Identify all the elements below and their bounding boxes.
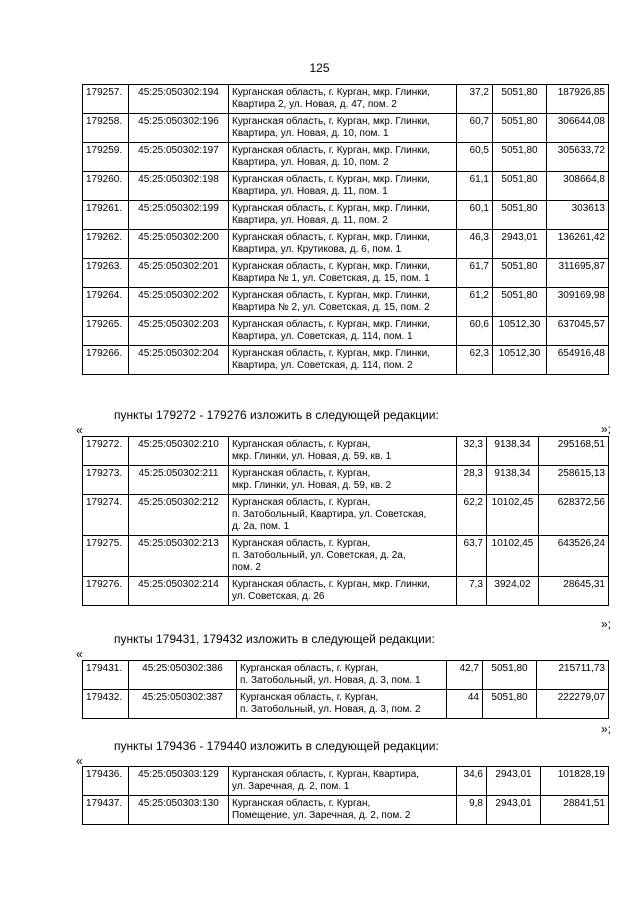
address-line: Помещение, ул. Заречная, д. 2, пом. 2	[232, 810, 411, 821]
closing-quote-1: »;	[600, 422, 611, 436]
area-cell: 60,6	[457, 317, 493, 346]
rate-cell: 5051,80	[493, 85, 547, 114]
table-row	[83, 796, 609, 825]
area-cell: 42,7	[447, 661, 483, 690]
cadastral-number-cell: 45:25:050302:210	[129, 437, 229, 466]
rate-cell: 10512,30	[493, 346, 547, 375]
closing-quote-3: »;	[600, 722, 611, 736]
address-line: Курганская область, г. Курган, мкр. Глинки,	[232, 319, 430, 330]
address-line: п. Затобольный, ул. Новая, д. 3, пом. 2	[240, 704, 421, 715]
address-line: Квартира 2, ул. Новая, д. 47, пом. 2	[232, 99, 397, 110]
total-cell: 258615,13	[539, 466, 609, 495]
amendment-intro-3: пункты 179436 - 179440 изложить в следующей редакции:	[114, 739, 439, 753]
rate-cell: 2943,01	[493, 230, 547, 259]
address-cell	[229, 346, 457, 375]
total-cell: 306644,08	[547, 114, 609, 143]
address-line: Квартира, ул. Новая, д. 10, пом. 2	[232, 157, 389, 168]
address-line: ул. Советская, д. 26	[232, 591, 325, 602]
address-cell	[229, 259, 457, 288]
area-cell: 9,8	[457, 796, 487, 825]
total-cell: 101828,19	[541, 767, 609, 796]
area-cell: 61,7	[457, 259, 493, 288]
table-row	[83, 577, 609, 606]
area-cell: 63,7	[457, 536, 487, 577]
item-number-cell: 179257.	[83, 85, 129, 114]
rate-cell: 5051,80	[483, 661, 537, 690]
table-row	[83, 536, 609, 577]
area-cell: 32,3	[457, 437, 487, 466]
opening-quote-3: «	[76, 754, 83, 768]
address-line: Курганская область, г. Курган, мкр. Глинки,	[232, 232, 430, 243]
cadastral-number-cell: 45:25:050302:200	[129, 230, 229, 259]
rate-cell: 2943,01	[487, 767, 541, 796]
address-line: Курганская область, г. Курган, мкр. Глинки,	[232, 579, 430, 590]
table-row	[83, 317, 609, 346]
address-cell	[229, 536, 457, 577]
address-line: Курганская область, г. Курган,	[232, 468, 371, 479]
cadastral-number-cell: 45:25:050302:202	[129, 288, 229, 317]
item-number-cell: 179275.	[83, 536, 129, 577]
address-cell	[237, 661, 447, 690]
table-row	[83, 114, 609, 143]
table-row	[83, 259, 609, 288]
address-cell	[229, 288, 457, 317]
address-cell	[229, 230, 457, 259]
address-cell	[229, 201, 457, 230]
address-line: п. Затобольный, ул. Советская, д. 2а,	[232, 550, 406, 561]
address-cell	[229, 114, 457, 143]
address-line: пом. 2	[232, 562, 261, 573]
cadastral-number-cell: 45:25:050303:129	[129, 767, 229, 796]
cadastral-number-cell: 45:25:050302:196	[129, 114, 229, 143]
cadastral-number-cell: 45:25:050302:194	[129, 85, 229, 114]
address-line: Квартира № 1, ул. Советская, д. 15, пом. 1	[232, 273, 430, 284]
total-cell: 28841,51	[541, 796, 609, 825]
address-line: Курганская область, г. Курган, мкр. Глинки,	[232, 174, 430, 185]
cadastral-number-cell: 45:25:050302:214	[129, 577, 229, 606]
item-number-cell: 179262.	[83, 230, 129, 259]
address-line: Курганская область, г. Курган, Квартира,	[232, 769, 420, 780]
rate-cell: 5051,80	[483, 690, 537, 719]
table-row	[83, 201, 609, 230]
area-cell: 60,7	[457, 114, 493, 143]
table-row	[83, 288, 609, 317]
item-number-cell: 179265.	[83, 317, 129, 346]
address-line: Курганская область, г. Курган,	[240, 663, 379, 674]
opening-quote-2: «	[76, 647, 83, 661]
table-row	[83, 661, 609, 690]
total-cell: 628372,56	[539, 495, 609, 536]
area-cell: 46,3	[457, 230, 493, 259]
cadastral-number-cell: 45:25:050302:201	[129, 259, 229, 288]
address-line: Квартира, ул. Новая, д. 11, пом. 2	[232, 215, 388, 226]
rate-cell: 10512,30	[493, 317, 547, 346]
cadastral-number-cell: 45:25:050302:199	[129, 201, 229, 230]
address-line: Курганская область, г. Курган, мкр. Глинки,	[232, 116, 430, 127]
item-number-cell: 179259.	[83, 143, 129, 172]
item-number-cell: 179274.	[83, 495, 129, 536]
area-cell: 60,5	[457, 143, 493, 172]
closing-quote-2: »;	[600, 617, 611, 631]
item-number-cell: 179261.	[83, 201, 129, 230]
table-row	[83, 437, 609, 466]
rate-cell: 5051,80	[493, 201, 547, 230]
total-cell: 311695,87	[547, 259, 609, 288]
table-row	[83, 85, 609, 114]
amendment-intro-1: пункты 179272 - 179276 изложить в следующей редакции:	[114, 408, 439, 422]
item-number-cell: 179437.	[83, 796, 129, 825]
address-line: Курганская область, г. Курган,	[232, 538, 371, 549]
total-cell: 305633,72	[547, 143, 609, 172]
rate-cell: 5051,80	[493, 259, 547, 288]
cadastral-number-cell: 45:25:050302:211	[129, 466, 229, 495]
area-cell: 60,1	[457, 201, 493, 230]
table-row	[83, 346, 609, 375]
item-number-cell: 179264.	[83, 288, 129, 317]
table-row	[83, 495, 609, 536]
address-line: Курганская область, г. Курган, мкр. Глинки,	[232, 261, 430, 272]
address-line: Квартира № 2, ул. Советская, д. 15, пом. 2	[232, 302, 430, 313]
total-cell: 308664,8	[547, 172, 609, 201]
area-cell: 44	[447, 690, 483, 719]
table-row	[83, 143, 609, 172]
address-line: ул. Заречная, д. 2, пом. 1	[232, 781, 350, 792]
registry-table-4	[82, 766, 609, 825]
address-line: мкр. Глинки, ул. Новая, д. 59, кв. 2	[232, 480, 392, 491]
area-cell: 7,3	[457, 577, 487, 606]
area-cell: 61,1	[457, 172, 493, 201]
item-number-cell: 179436.	[83, 767, 129, 796]
table-row	[83, 690, 609, 719]
cadastral-number-cell: 45:25:050302:197	[129, 143, 229, 172]
cadastral-number-cell: 45:25:050303:130	[129, 796, 229, 825]
address-cell	[229, 172, 457, 201]
address-line: Квартира, ул. Новая, д. 10, пом. 1	[232, 128, 389, 139]
address-line: п. Затобольный, ул. Новая, д. 3, пом. 1	[240, 675, 421, 686]
total-cell: 295168,51	[539, 437, 609, 466]
rate-cell: 5051,80	[493, 172, 547, 201]
address-line: Курганская область, г. Курган, мкр. Глинки,	[232, 290, 430, 301]
rate-cell: 9138,34	[487, 466, 539, 495]
address-cell	[229, 767, 457, 796]
address-line: Курганская область, г. Курган,	[232, 798, 371, 809]
rate-cell: 9138,34	[487, 437, 539, 466]
total-cell: 637045,57	[547, 317, 609, 346]
address-line: Квартира, ул. Крутикова, д. 6, пом. 1	[232, 244, 402, 255]
address-cell	[229, 495, 457, 536]
address-line: Курганская область, г. Курган, мкр. Глинки,	[232, 87, 430, 98]
address-cell	[229, 143, 457, 172]
address-line: Квартира, ул. Новая, д. 11, пом. 1	[232, 186, 388, 197]
item-number-cell: 179272.	[83, 437, 129, 466]
total-cell: 28645,31	[539, 577, 609, 606]
area-cell: 34,6	[457, 767, 487, 796]
area-cell: 28,3	[457, 466, 487, 495]
item-number-cell: 179258.	[83, 114, 129, 143]
rate-cell: 10102,45	[487, 536, 539, 577]
address-line: п. Затобольный, Квартира, ул. Советская,	[232, 509, 427, 520]
rate-cell: 5051,80	[493, 288, 547, 317]
total-cell: 187926,85	[547, 85, 609, 114]
item-number-cell: 179266.	[83, 346, 129, 375]
table-row	[83, 767, 609, 796]
rate-cell: 3924,02	[487, 577, 539, 606]
total-cell: 303613	[547, 201, 609, 230]
rate-cell: 5051,80	[493, 143, 547, 172]
opening-quote-1: «	[76, 423, 83, 437]
table-row	[83, 172, 609, 201]
address-cell	[237, 690, 447, 719]
item-number-cell: 179260.	[83, 172, 129, 201]
address-line: мкр. Глинки, ул. Новая, д. 59, кв. 1	[232, 451, 392, 462]
address-line: д. 2а, пом. 1	[232, 521, 290, 532]
address-line: Курганская область, г. Курган, мкр. Глинки,	[232, 203, 430, 214]
address-line: Курганская область, г. Курган,	[232, 439, 371, 450]
total-cell: 654916,48	[547, 346, 609, 375]
total-cell: 136261,42	[547, 230, 609, 259]
address-cell	[229, 437, 457, 466]
address-line: Квартира, ул. Советская, д. 114, пом. 2	[232, 360, 413, 371]
address-line: Квартира, ул. Советская, д. 114, пом. 1	[232, 331, 413, 342]
table-row	[83, 230, 609, 259]
address-line: Курганская область, г. Курган,	[232, 497, 371, 508]
area-cell: 62,2	[457, 495, 487, 536]
address-line: Курганская область, г. Курган, мкр. Глинки,	[232, 348, 430, 359]
address-cell	[229, 466, 457, 495]
item-number-cell: 179276.	[83, 577, 129, 606]
registry-table-3	[82, 660, 609, 719]
table-row	[83, 466, 609, 495]
cadastral-number-cell: 45:25:050302:387	[129, 690, 237, 719]
rate-cell: 10102,45	[487, 495, 539, 536]
item-number-cell: 179273.	[83, 466, 129, 495]
cadastral-number-cell: 45:25:050302:198	[129, 172, 229, 201]
address-cell	[229, 317, 457, 346]
area-cell: 62,3	[457, 346, 493, 375]
cadastral-number-cell: 45:25:050302:386	[129, 661, 237, 690]
cadastral-number-cell: 45:25:050302:203	[129, 317, 229, 346]
address-cell	[229, 85, 457, 114]
area-cell: 61,2	[457, 288, 493, 317]
total-cell: 215711,73	[537, 661, 609, 690]
area-cell: 37,2	[457, 85, 493, 114]
item-number-cell: 179431.	[83, 661, 129, 690]
cadastral-number-cell: 45:25:050302:213	[129, 536, 229, 577]
item-number-cell: 179432.	[83, 690, 129, 719]
rate-cell: 5051,80	[493, 114, 547, 143]
address-cell	[229, 796, 457, 825]
amendment-intro-2: пункты 179431, 179432 изложить в следующей редакции:	[114, 632, 435, 646]
registry-table-1	[82, 84, 609, 375]
address-cell	[229, 577, 457, 606]
registry-table-2	[82, 436, 609, 606]
total-cell: 643526,24	[539, 536, 609, 577]
cadastral-number-cell: 45:25:050302:204	[129, 346, 229, 375]
total-cell: 222279,07	[537, 690, 609, 719]
page-number: 125	[309, 61, 330, 75]
total-cell: 309169,98	[547, 288, 609, 317]
address-line: Курганская область, г. Курган, мкр. Глинки,	[232, 145, 430, 156]
cadastral-number-cell: 45:25:050302:212	[129, 495, 229, 536]
rate-cell: 2943,01	[487, 796, 541, 825]
address-line: Курганская область, г. Курган,	[240, 692, 379, 703]
item-number-cell: 179263.	[83, 259, 129, 288]
